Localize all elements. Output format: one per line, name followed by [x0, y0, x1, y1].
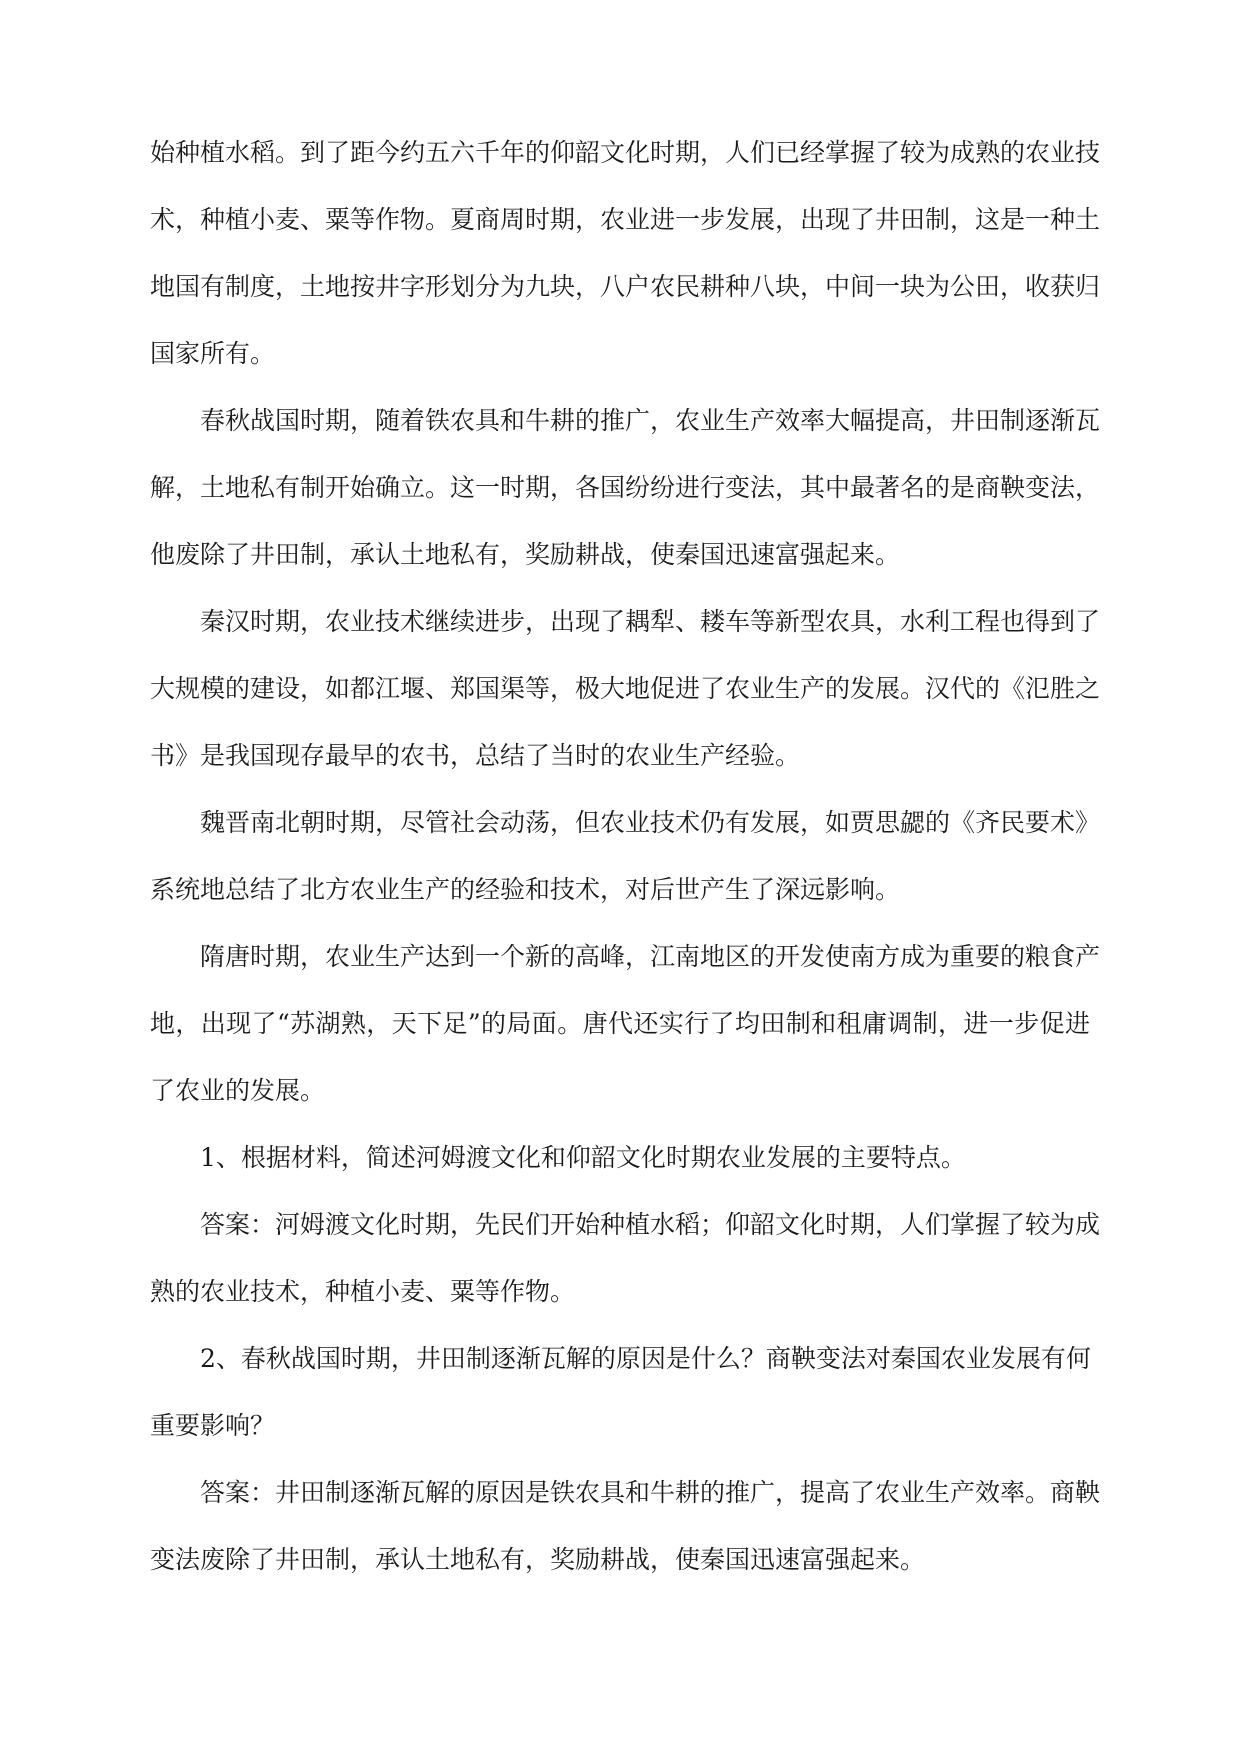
text-line: 答案：井田制逐渐瓦解的原因是铁农具和牛耕的推广，提高了农业生产效率。商鞅 [200, 1478, 1101, 1507]
text-line: 春秋战国时期，随着铁农具和牛耕的推广，农业生产效率大幅提高，井田制逐渐瓦 [200, 406, 1101, 435]
text-line: 秦汉时期，农业技术继续进步，出现了耦犁、耧车等新型农具，水利工程也得到了 [200, 607, 1101, 636]
text-line: 隋唐时期，农业生产达到一个新的高峰，江南地区的开发使南方成为重要的粮食产 [200, 942, 1101, 971]
text-line: 书》是我国现存最早的农书，总结了当时的农业生产经验。 [150, 741, 801, 770]
text-line: 地，出现了“苏湖熟，天下足”的局面。唐代还实行了均田制和租庸调制，进一步促进 [150, 1009, 1090, 1038]
text-line: 熟的农业技术，种植小麦、粟等作物。 [150, 1277, 576, 1306]
text-line: 重要影响？ [150, 1411, 276, 1440]
text-line: 他废除了井田制，承认土地私有，奖励耕战，使秦国迅速富强起来。 [150, 540, 901, 569]
text-line: 魏晋南北朝时期，尽管社会动荡，但农业技术仍有发展，如贾思勰的《齐民要术》 [200, 808, 1101, 837]
text-line: 术，种植小麦、粟等作物。夏商周时期，农业进一步发展，出现了井田制，这是一种土 [150, 205, 1101, 234]
text-line: 国家所有。 [150, 339, 276, 368]
text-line: 2、春秋战国时期，井田制逐渐瓦解的原因是什么？商鞅变法对秦国农业发展有何 [200, 1344, 1091, 1373]
text-line: 地国有制度，土地按井字形划分为九块，八户农民耕种八块，中间一块为公田，收获归 [150, 272, 1101, 301]
text-line: 变法废除了井田制，承认土地私有，奖励耕战，使秦国迅速富强起来。 [150, 1545, 926, 1574]
text-line: 1、根据材料，简述河姆渡文化和仰韶文化时期农业发展的主要特点。 [200, 1143, 966, 1172]
text-line: 系统地总结了北方农业生产的经验和技术，对后世产生了深远影响。 [150, 875, 901, 904]
text-line: 解，土地私有制开始确立。这一时期，各国纷纷进行变法，其中最著名的是商鞅变法， [150, 473, 1101, 502]
text-line: 答案：河姆渡文化时期，先民们开始种植水稻；仰韶文化时期，人们掌握了较为成 [200, 1210, 1101, 1239]
text-line: 始种植水稻。到了距今约五六千年的仰韶文化时期，人们已经掌握了较为成熟的农业技 [150, 138, 1101, 167]
text-line: 大规模的建设，如都江堰、郑国渠等，极大地促进了农业生产的发展。汉代的《氾胜之 [150, 674, 1101, 703]
text-line: 了农业的发展。 [150, 1076, 326, 1105]
